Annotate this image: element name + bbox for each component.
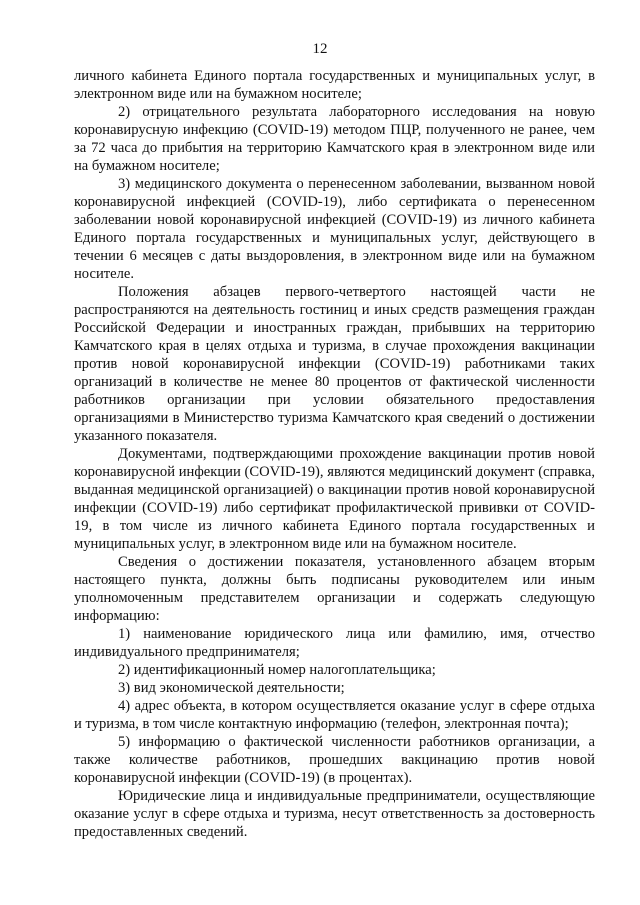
paragraph-exemption-hotels: Положения абзацев первого-четвертого настоящей части не распространяются на деятельность гостиниц и иных средств размещения граждан Российской Федерации и иностранных граждан, прибывших на территорию Камчатского края в целях отдыха и туризма, в случае прохождения вакцинации против новой коронавирусной инфекции (COVID-19) работниками таких организаций в количестве не менее 80 процентов от фактической численности работников организации при условии обязательного предоставления организациями в Министерство туризма Камчатского края сведений о достижении указанного показателя. (74, 284, 595, 444)
paragraph-responsibility: Юридические лица и индивидуальные предприниматели, осуществляющие оказание услуг в сфере отдыха и туризма, несут ответственность за достоверность предоставленных сведений. (74, 788, 595, 840)
paragraph-vaccination-documents: Документами, подтверждающими прохождение вакцинации против новой коронавирусной инфекции (COVID-19), являются медицинский документ (справка, выданная медицинской организацией) о вакцинации против новой коронавирусной инфекции (COVID-19) либо сертификат профилактической прививки от COVID-19, в том числе из личного кабинета Единого портала государственных и муниципальных услуг, в электронном виде или на бумажном носителе. (74, 446, 595, 552)
paragraph-indicator-information: Сведения о достижении показателя, установленного абзацем вторым настоящего пункта, должны быть подписаны руководителем или иным уполномоченным представителем организации и содержать следующую информацию: (74, 554, 595, 624)
paragraph-continuation: личного кабинета Единого портала государственных и муниципальных услуг, в электронном виде или на бумажном носителе; (74, 68, 595, 102)
list-item-economic-activity: 3) вид экономической деятельности; (118, 680, 345, 696)
page-number: 12 (312, 41, 328, 57)
list-item-legal-entity-name: 1) наименование юридического лица или фамилию, имя, отчество индивидуального предпринимателя; (74, 626, 595, 660)
document-body (74, 67, 595, 841)
list-item-taxpayer-id: 2) идентификационный номер налогоплательщика; (118, 662, 436, 678)
paragraph-item-3-medical-document: 3) медицинского документа о перенесенном заболевании, вызванном новой коронавирусной инфекцией (COVID-19), либо сертификата о перенесенном заболевании новой коронавирусной инфекцией (COVID-19) из личного кабинета Единого портала государственных и муниципальных услуг, действующего в течении 6 месяцев с даты выздоровления, в электронном виде или на бумажном носителе. (74, 176, 595, 282)
list-item-employee-count: 5) информацию о фактической численности работников организации, а также количестве работников, прошедших вакцинацию против новой коронавирусной инфекции (COVID-19) (в процентах). (74, 734, 595, 786)
paragraph-item-2-pcr-test: 2) отрицательного результата лабораторного исследования на новую коронавирусную инфекцию (COVID-19) методом ПЦР, полученного не ранее, чем за 72 часа до прибытия на территорию Камчатского края в электронном виде или на бумажном носителе; (74, 104, 595, 174)
list-item-object-address: 4) адрес объекта, в котором осуществляется оказание услуг в сфере отдыха и туризма, в том числе контактную информацию (телефон, электронная почта); (74, 698, 595, 732)
